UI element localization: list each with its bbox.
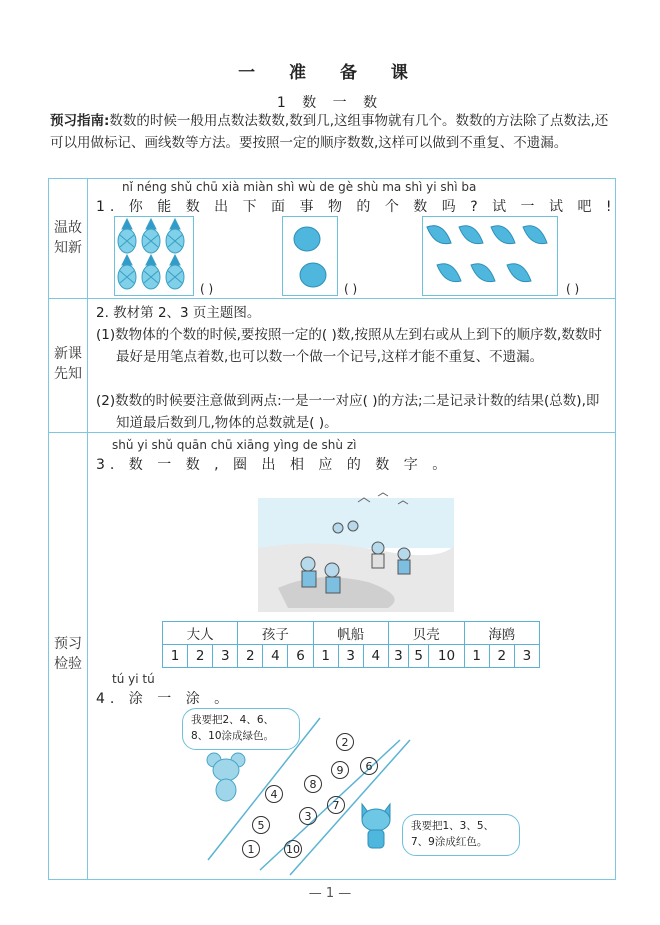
section-new: 新课先知 (54, 346, 82, 382)
preview-guide (50, 110, 616, 154)
number-circle[interactable]: 6 (360, 757, 378, 775)
pineapple-icon-group (115, 217, 192, 294)
page-number: — 1 — (308, 886, 352, 901)
choice-cell[interactable]: 2 (238, 645, 263, 668)
choice-cell[interactable]: 1 (313, 645, 338, 668)
section-column (48, 178, 88, 880)
q2-part2: (2)数数的时候要注意做到两点:一是一一对应( )的方法;二是记录计数的结果(总数),即知道最后数到几,物体的总数就是( )。 (96, 393, 600, 431)
leaf-icon-group (283, 217, 336, 294)
page-title: 一 准 备 课 (238, 63, 422, 83)
q1-answer-1[interactable]: ( ) (200, 282, 214, 296)
number-circle[interactable]: 1 (242, 840, 260, 858)
q4-text: 4. 涂 一 涂 。 (96, 691, 234, 707)
speech-bubble-left: 我要把2、4、6、8、10涂成绿色。 (182, 708, 300, 750)
divider-1 (48, 298, 616, 299)
choice-cell[interactable]: 5 (409, 645, 429, 668)
choice-cell[interactable]: 1 (464, 645, 489, 668)
table-header: 孩子 (238, 622, 313, 645)
section-review: 温故知新 (54, 220, 82, 256)
cat-icon (356, 800, 396, 852)
choice-cell[interactable]: 10 (429, 645, 464, 668)
mouse-icon (204, 752, 248, 802)
lesson-title: 1 数 一 数 (276, 95, 384, 111)
fan-icon-group (423, 217, 556, 294)
table-header: 海鸥 (464, 622, 539, 645)
choice-cell[interactable]: 3 (338, 645, 363, 668)
choice-cell[interactable]: 3 (213, 645, 238, 668)
section-check: 预习检验 (54, 636, 82, 672)
table-header: 帆船 (313, 622, 388, 645)
fan-box (422, 216, 558, 296)
choice-cell[interactable]: 3 (388, 645, 408, 668)
table-header: 贝壳 (388, 622, 464, 645)
guide-text: 数数的时候一般用点数法数数,数到几,这组事物就有几个。数数的方法除了点数法,还可以用做标记、画线数等方法。要按照一定的顺序数数,这样可以做到不重复、不遗漏。 (50, 113, 609, 151)
choice-cell[interactable]: 2 (188, 645, 213, 668)
choice-cell[interactable]: 4 (263, 645, 288, 668)
number-circle[interactable]: 2 (336, 733, 354, 751)
number-circle[interactable]: 7 (327, 796, 345, 814)
beach-illustration (258, 478, 454, 612)
pineapple-box (114, 216, 194, 296)
number-circle[interactable]: 5 (252, 816, 270, 834)
choice-cell[interactable]: 2 (489, 645, 514, 668)
table-header-row (163, 622, 540, 645)
table-header: 大人 (163, 622, 238, 645)
number-circle[interactable]: 10 (284, 840, 302, 858)
choice-cell[interactable]: 3 (514, 645, 539, 668)
q2-intro: 2. 教材第 2、3 页主题图。 (96, 305, 261, 321)
number-circle[interactable]: 3 (299, 807, 317, 825)
choice-cell[interactable]: 6 (288, 645, 313, 668)
q3-pinyin: shǔ yi shǔ quān chū xiāng yìng de shù zì (112, 438, 357, 452)
q3-text: 3. 数 一 数 , 圈 出 相 应 的 数 字 。 (96, 457, 452, 473)
q1-answer-3[interactable]: ( ) (566, 282, 580, 296)
count-table (162, 621, 540, 668)
q4-pinyin: tú yi tú (112, 672, 155, 686)
q1-answer-2[interactable]: ( ) (344, 282, 358, 296)
choice-cell[interactable]: 1 (163, 645, 188, 668)
number-circle[interactable]: 4 (265, 785, 283, 803)
q1-text: 1. 你 能 数 出 下 面 事 物 的 个 数 吗 ? 试 一 试 吧 ! (96, 199, 617, 215)
number-circle[interactable]: 9 (331, 761, 349, 779)
leaf-box (282, 216, 338, 296)
speech-bubble-right: 我要把1、3、5、7、9涂成红色。 (402, 814, 520, 856)
choice-cell[interactable]: 4 (363, 645, 388, 668)
number-circle[interactable]: 8 (304, 775, 322, 793)
table-row (163, 645, 540, 668)
q1-pinyin: nǐ néng shǔ chū xià miàn shì wù de gè shù ma shì yi shì ba (122, 180, 477, 194)
q2-part1: (1)数物体的个数的时候,要按照一定的( )数,按照从左到右或从上到下的顺序数,数数时最好是用笔点着数,也可以数一个做一个记号,这样才能不重复、不遗漏。 (96, 327, 602, 365)
beach-scene-image (258, 478, 454, 612)
guide-label: 预习指南: (50, 113, 110, 129)
